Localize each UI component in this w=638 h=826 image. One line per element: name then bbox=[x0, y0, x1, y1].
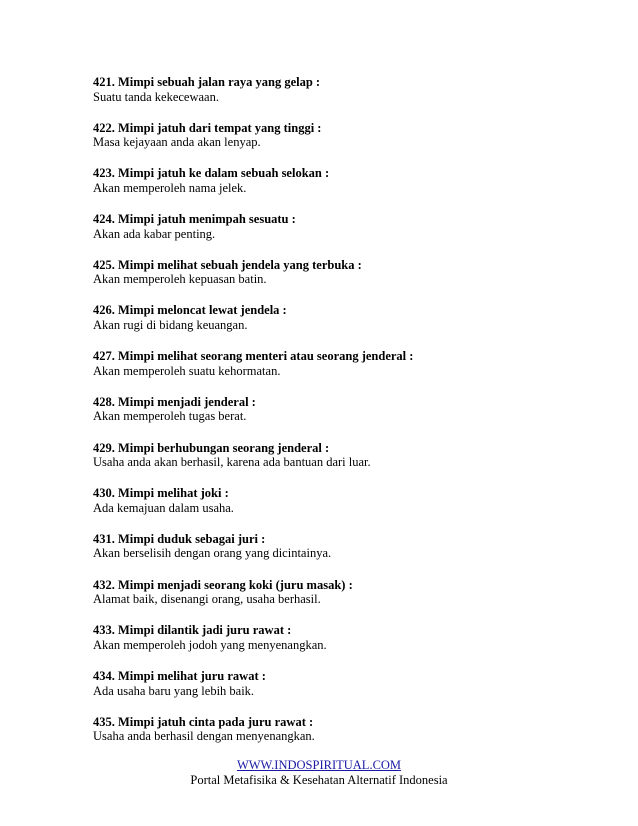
entry bbox=[93, 395, 593, 424]
entry-text: Akan memperoleh nama jelek. bbox=[93, 180, 247, 195]
entry-title: 428. Mimpi menjadi jenderal : bbox=[93, 394, 256, 409]
entry bbox=[93, 121, 593, 150]
entry-text: Akan ada kabar penting. bbox=[93, 226, 216, 241]
entry-title: 421. Mimpi sebuah jalan raya yang gelap : bbox=[93, 75, 321, 89]
entry-text: Akan memperoleh suatu kehormatan. bbox=[93, 363, 281, 378]
document-body bbox=[93, 75, 593, 760]
entry-title: 427. Mimpi melihat seorang menteri atau seorang jenderal : bbox=[93, 349, 414, 364]
entry-text: Akan berselisih dengan orang yang dicintainya. bbox=[93, 546, 332, 561]
entry-title: 434. Mimpi melihat juru rawat : bbox=[93, 668, 266, 683]
entry-title: 425. Mimpi melihat sebuah jendela yang terbuka : bbox=[93, 257, 362, 272]
entry bbox=[93, 258, 593, 287]
entry-text: Suatu tanda kekecewaan. bbox=[93, 89, 219, 104]
entry-title: 435. Mimpi jatuh cinta pada juru rawat : bbox=[93, 714, 314, 729]
entry-title: 424. Mimpi jatuh menimpah sesuatu : bbox=[93, 212, 296, 227]
entry-text: Akan rugi di bidang keuangan. bbox=[93, 318, 248, 333]
entry-text: Alamat baik, disenangi orang, usaha berhasil. bbox=[93, 592, 321, 607]
entry-title: 431. Mimpi duduk sebagai juri : bbox=[93, 531, 266, 546]
entry bbox=[93, 212, 593, 241]
footer-website-link[interactable]: WWW.INDOSPIRITUAL.COM bbox=[236, 758, 402, 772]
entry bbox=[93, 486, 593, 515]
entry bbox=[93, 715, 593, 744]
entry bbox=[93, 349, 593, 378]
entry-title: 423. Mimpi jatuh ke dalam sebuah selokan : bbox=[93, 166, 330, 181]
entry-title: 426. Mimpi meloncat lewat jendela : bbox=[93, 303, 287, 318]
entry-text: Akan memperoleh tugas berat. bbox=[93, 409, 247, 424]
entry-text: Ada usaha baru yang lebih baik. bbox=[93, 683, 255, 698]
entry bbox=[93, 623, 593, 652]
entry-text: Usaha anda akan berhasil, karena ada bantuan dari luar. bbox=[93, 455, 371, 470]
page-footer bbox=[0, 758, 638, 788]
entry-text: Usaha anda berhasil dengan menyenangkan. bbox=[93, 729, 315, 744]
entry bbox=[93, 532, 593, 561]
entry-text: Akan memperoleh jodoh yang menyenangkan. bbox=[93, 637, 327, 652]
entry-text: Akan memperoleh kepuasan batin. bbox=[93, 272, 267, 287]
entry bbox=[93, 303, 593, 332]
entry-title: 432. Mimpi menjadi seorang koki (juru masak) : bbox=[93, 577, 353, 592]
entry-text: Ada kemajuan dalam usaha. bbox=[93, 500, 234, 515]
entry bbox=[93, 669, 593, 698]
entry-title: 430. Mimpi melihat joki : bbox=[93, 486, 229, 501]
entry-text: Masa kejayaan anda akan lenyap. bbox=[93, 135, 261, 150]
entry bbox=[93, 441, 593, 470]
entry bbox=[93, 75, 593, 104]
entry-title: 433. Mimpi dilantik jadi juru rawat : bbox=[93, 623, 292, 638]
entry-title: 429. Mimpi berhubungan seorang jenderal : bbox=[93, 440, 330, 455]
entry bbox=[93, 166, 593, 195]
entry-title: 422. Mimpi jatuh dari tempat yang tinggi : bbox=[93, 120, 322, 135]
footer-tagline: Portal Metafisika & Kesehatan Alternatif Indonesia bbox=[190, 773, 448, 787]
entry bbox=[93, 578, 593, 607]
